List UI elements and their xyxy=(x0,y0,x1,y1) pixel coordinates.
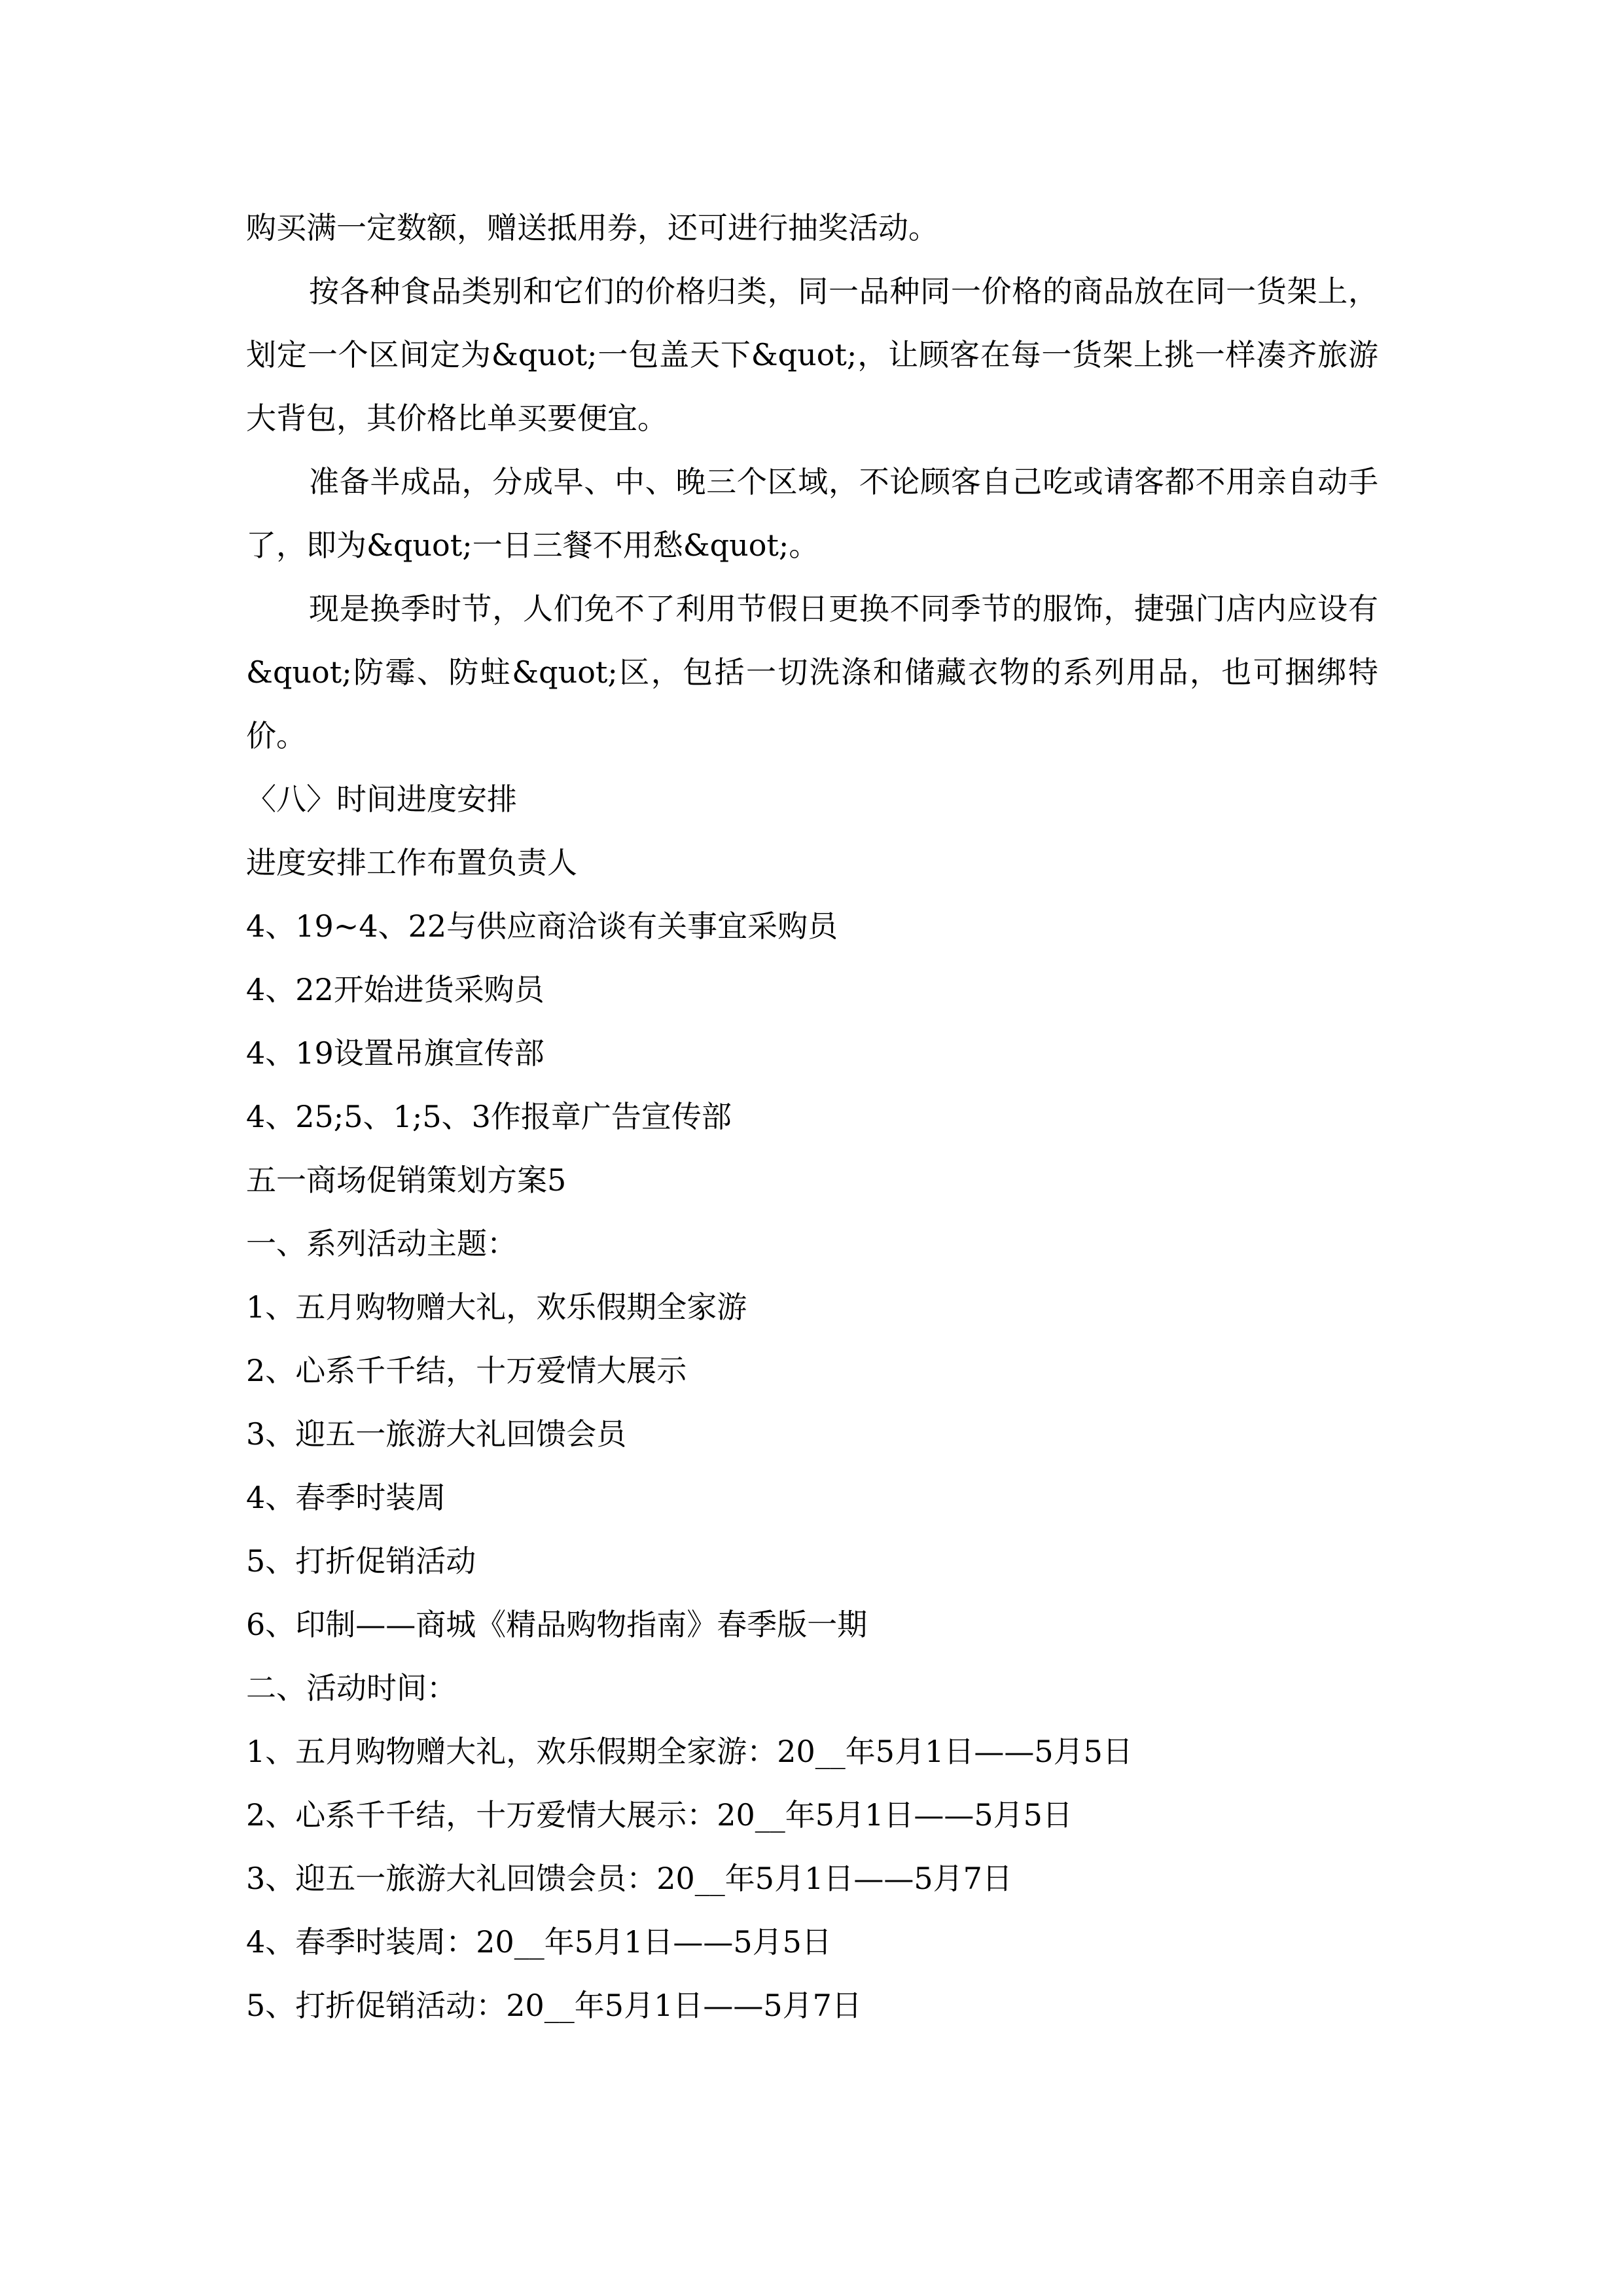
list-item: 3、迎五一旅游大礼回馈会员：20__年5月1日——5月7日 xyxy=(246,1861,1012,1896)
paragraph: 按各种食品类别和它们的价格归类，同一品种同一价格的商品放在同一货架上，划定一个区间定为&quot;一包盖天下&quot;，让顾客在每一货架上挑一样凑齐旅游大背包，其价格比单买要便宜。 xyxy=(246,274,1378,436)
section-heading: 一、系列活动主题： xyxy=(246,1226,517,1261)
schedule-row: 4、19设置吊旗宣传部 xyxy=(246,1035,544,1071)
list-item: 5、打折促销活动：20__年5月1日——5月7日 xyxy=(246,1988,862,2023)
section-heading: 〈八〉时间进度安排 xyxy=(246,781,517,817)
list-item: 2、心系千千结，十万爱情大展示 xyxy=(246,1353,687,1388)
section-heading: 二、活动时间： xyxy=(246,1670,457,1706)
plan-title: 五一商场促销策划方案5 xyxy=(246,1162,567,1198)
paragraph: 现是换季时节，人们免不了利用节假日更换不同季节的服饰，捷强门店内应设有&quot;防霉、防蛀&quot;区，包括一切洗涤和储藏衣物的系列用品，也可捆绑特价。 xyxy=(246,591,1378,753)
list-item: 2、心系千千结，十万爱情大展示：20__年5月1日——5月5日 xyxy=(246,1797,1073,1833)
list-item: 1、五月购物赠大礼，欢乐假期全家游 xyxy=(246,1289,747,1325)
schedule-row: 4、25;5、1;5、3作报章广告宣传部 xyxy=(246,1099,732,1134)
list-item: 6、印制——商城《精品购物指南》春季版一期 xyxy=(246,1607,868,1642)
schedule-row: 4、19~4、22与供应商洽谈有关事宜采购员 xyxy=(246,908,838,944)
list-item: 3、迎五一旅游大礼回馈会员 xyxy=(246,1416,627,1452)
list-item: 4、春季时装周 xyxy=(246,1480,446,1515)
list-item: 1、五月购物赠大礼，欢乐假期全家游：20__年5月1日——5月5日 xyxy=(246,1734,1133,1769)
text-line: 购买满一定数额，赠送抵用券，还可进行抽奖活动。 xyxy=(246,210,938,245)
list-item: 5、打折促销活动 xyxy=(246,1543,476,1579)
schedule-row: 4、22开始进货采购员 xyxy=(246,972,544,1007)
document-body xyxy=(246,196,1378,2037)
paragraph: 准备半成品，分成早、中、晚三个区域，不论顾客自己吃或请客都不用亲自动手了，即为&quot;一日三餐不用愁&quot;。 xyxy=(246,464,1378,563)
list-item: 4、春季时装周：20__年5月1日——5月5日 xyxy=(246,1924,832,1960)
schedule-header-row: 进度安排工作布置负责人 xyxy=(246,845,577,880)
